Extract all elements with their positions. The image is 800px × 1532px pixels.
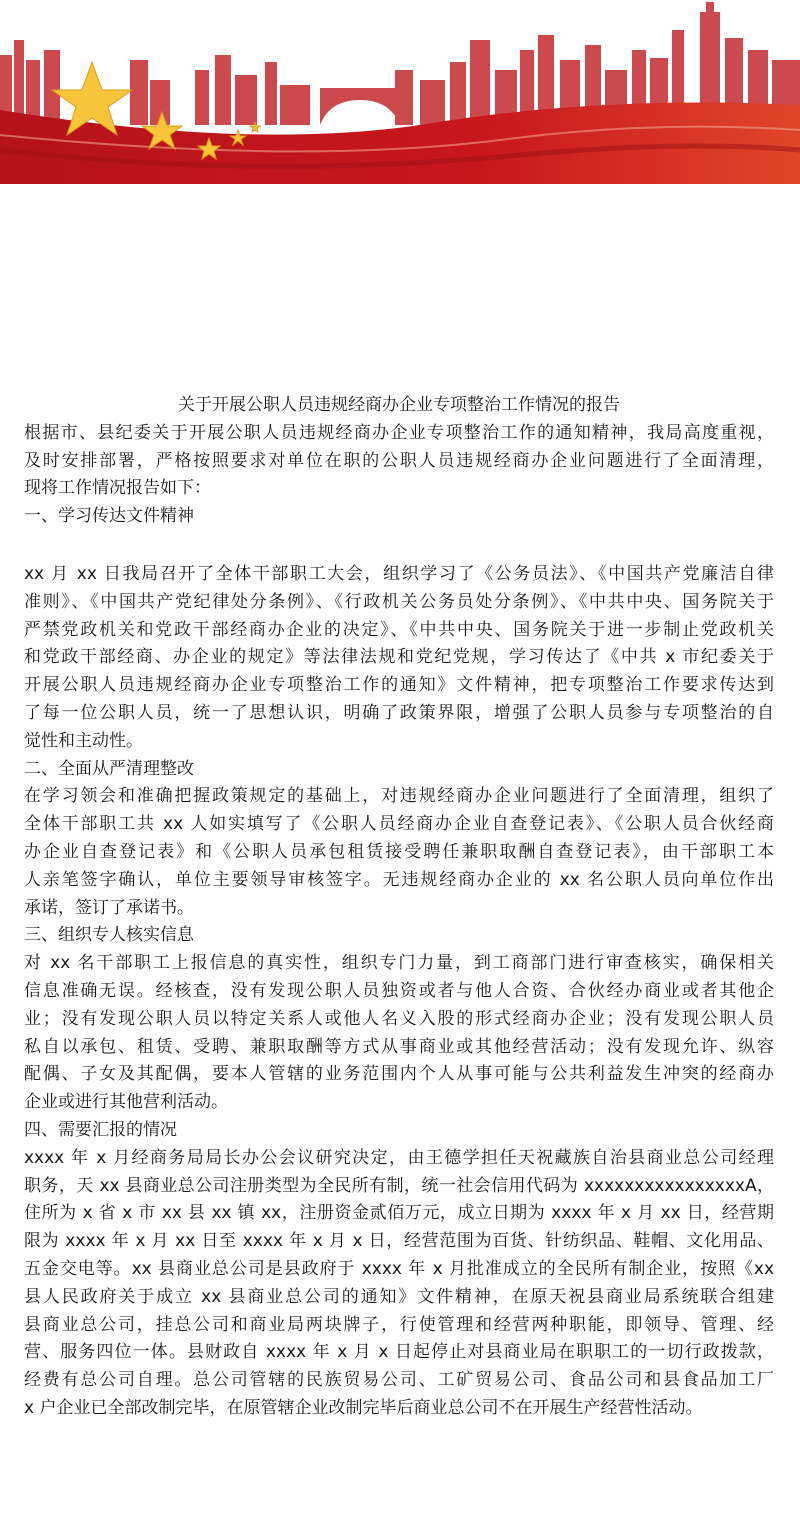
text-line: 严禁党政机关和党政干部经商办企业的决定》、《中共中央、国务院关于进一步制止党政机关 (24, 619, 774, 640)
text-line: 五金交电等。xx 县商业总公司是县政府于 xxxx 年 x 月批准成立的全民所有制企业，按照《xx (24, 1258, 774, 1279)
text-line: 根据市、县纪委关于开展公职人员违规经商办企业专项整治工作的通知精神，我局高度重视， (24, 422, 774, 443)
section-heading-2: 二、全面从严清理整改 (24, 758, 194, 779)
text-line: 办企业自查登记表》和《公职人员承包租赁接受聘任兼职取酬自查登记表》，由干部职工本 (24, 841, 774, 862)
text-line: x 户企业已全部改制完毕，在原管辖企业改制完毕后商业总公司不在开展生产经营性活动。 (24, 1397, 703, 1418)
text-line: 限为 xxxx 年 x 月 xx 日至 xxxx 年 x 月 x 日，经营范围为百货、针纺织品、鞋帽、文化用品、 (24, 1231, 774, 1252)
report-document (24, 392, 774, 1423)
text-line: 业；没有发现公职人员以特定关系人或他人名义入股的形式经商办企业；没有发现公职人员 (24, 1008, 774, 1029)
text-line: 觉性和主动性。 (24, 730, 143, 751)
header-banner-skyline (0, 0, 800, 184)
text-line: 企业或进行其他营利活动。 (24, 1092, 228, 1113)
text-line: 了每一位公职人员，统一了思想认识，明确了政策界限，增强了公职人员参与专项整治的自 (24, 702, 774, 723)
text-line: 县商业总公司，挂总公司和商业局两块牌子，行使管理和经营两种职能，即领导、管理、经 (24, 1314, 774, 1335)
text-line: 现将工作情况报告如下： (24, 478, 211, 499)
text-line: 和党政干部经商、办企业的规定》等法律法规和党纪党规，学习传达了《中共 x 市纪委关于 (24, 647, 774, 668)
text-line: xx 月 xx 日我局召开了全体干部职工大会，组织学习了《公务员法》、《中国共产党廉洁自律 (24, 563, 774, 584)
text-line: 配偶、子女及其配偶，要本人管辖的业务范围内个人从事可能与公共利益发生冲突的经商办 (24, 1064, 774, 1085)
text-line: 县人民政府关于成立 xx 县商业总公司的通知》文件精神，在原天祝县商业局系统联合组建 (24, 1286, 774, 1307)
intro-paragraph (24, 420, 774, 503)
text-line: 住所为 x 省 x 市 xx 县 xx 镇 xx，注册资金贰佰万元，成立日期为 xxxx 年 x 月 xx 日，经营期 (24, 1203, 774, 1224)
section-heading-4: 四、需要汇报的情况 (24, 1119, 177, 1140)
text-line: 职务，天 xx 县商业总公司注册类型为全民所有制，统一社会信用代码为 xxxxxxxxxxxxxxxxA， (24, 1175, 774, 1196)
section-heading-3: 三、组织专人核实信息 (24, 925, 194, 946)
text-line: 营、服务四位一体。县财政自 xxxx 年 x 月 x 日起停止对县商业局在职职工的一切行政拨款， (24, 1342, 774, 1363)
text-line: 开展公职人员违规经商办企业专项整治工作的通知》文件精神，把专项整治工作要求传达到 (24, 675, 774, 696)
text-line: 对 xx 名干部职工上报信息的真实性，组织专门力量，到工商部门进行审查核实，确保相关 (24, 953, 774, 974)
text-line: 经费有总公司自理。总公司管辖的民族贸易公司、工矿贸易公司、食品公司和县食品加工厂 (24, 1370, 774, 1391)
section-3-paragraph (24, 950, 774, 1117)
text-line: 准则》、《中国共产党纪律处分条例》、《行政机关公务员处分条例》、《中共中央、国务院关于 (24, 591, 774, 612)
text-line: 人亲笔签字确认，单位主要领导审核签字。无违规经商办企业的 xx 名公职人员向单位作出 (24, 869, 774, 890)
section-1-paragraph (24, 561, 774, 756)
section-4-paragraph (24, 1145, 774, 1423)
text-line: xxxx 年 x 月经商务局局长办公会议研究决定，由王德学担任天祝藏族自治县商业总公司经理 (24, 1147, 774, 1168)
document-title: 关于开展公职人员违规经商办企业专项整治工作情况的报告 (178, 395, 620, 415)
section-2-paragraph (24, 783, 774, 922)
text-line: 承诺，签订了承诺书。 (24, 897, 194, 918)
blank-line (24, 531, 774, 561)
text-line: 全体干部职工共 xx 人如实填写了《公职人员经商办企业自查登记表》、《公职人员合伙经商 (24, 814, 774, 835)
text-line: 私自以承包、租赁、受聘、兼职取酬等方式从事商业或其他经营活动；没有发现允许、纵容 (24, 1036, 774, 1057)
text-line: 在学习领会和准确把握政策规定的基础上，对违规经商办企业问题进行了全面清理，组织了 (24, 786, 774, 807)
text-line: 及时安排部署，严格按照要求对单位在职的公职人员违规经商办企业问题进行了全面清理， (24, 450, 774, 471)
section-heading-1: 一、学习传达文件精神 (24, 506, 194, 527)
text-line: 信息准确无误。经核查，没有发现公职人员独资或者与他人合资、合伙经办商业或者其他企 (24, 980, 774, 1001)
